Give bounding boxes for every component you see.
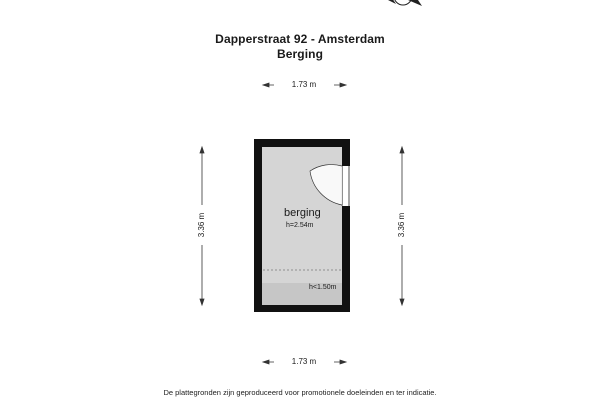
dim-arrow-top-right bbox=[340, 83, 346, 87]
dim-arrow-bottom-right bbox=[340, 360, 346, 364]
dim-arrow-left-bottom bbox=[200, 299, 204, 305]
footer-disclaimer: De plattegronden zijn geproduceerd voor promotionele doeleinden en ter indicatie. bbox=[163, 388, 437, 397]
page-subtitle: Berging bbox=[276, 47, 324, 61]
dim-label-left: 3.36 m bbox=[197, 205, 207, 245]
dim-arrow-right-bottom bbox=[400, 299, 404, 305]
page-title: Dapperstraat 92 - Amsterdam bbox=[215, 32, 385, 46]
dim-arrow-top-left bbox=[263, 83, 269, 87]
dim-arrow-bottom-left bbox=[263, 360, 269, 364]
dim-arrow-left-top bbox=[200, 147, 204, 153]
dim-label-bottom: 1.73 m bbox=[274, 357, 334, 367]
dim-arrow-right-top bbox=[400, 147, 404, 153]
dim-label-top: 1.73 m bbox=[274, 80, 334, 90]
low-ceiling-label: h<1.50m bbox=[309, 284, 337, 291]
room-name-label: berging bbox=[284, 207, 321, 219]
dim-label-right: 3.36 m bbox=[397, 205, 407, 245]
room-height-label: h=2.54m bbox=[286, 222, 314, 229]
